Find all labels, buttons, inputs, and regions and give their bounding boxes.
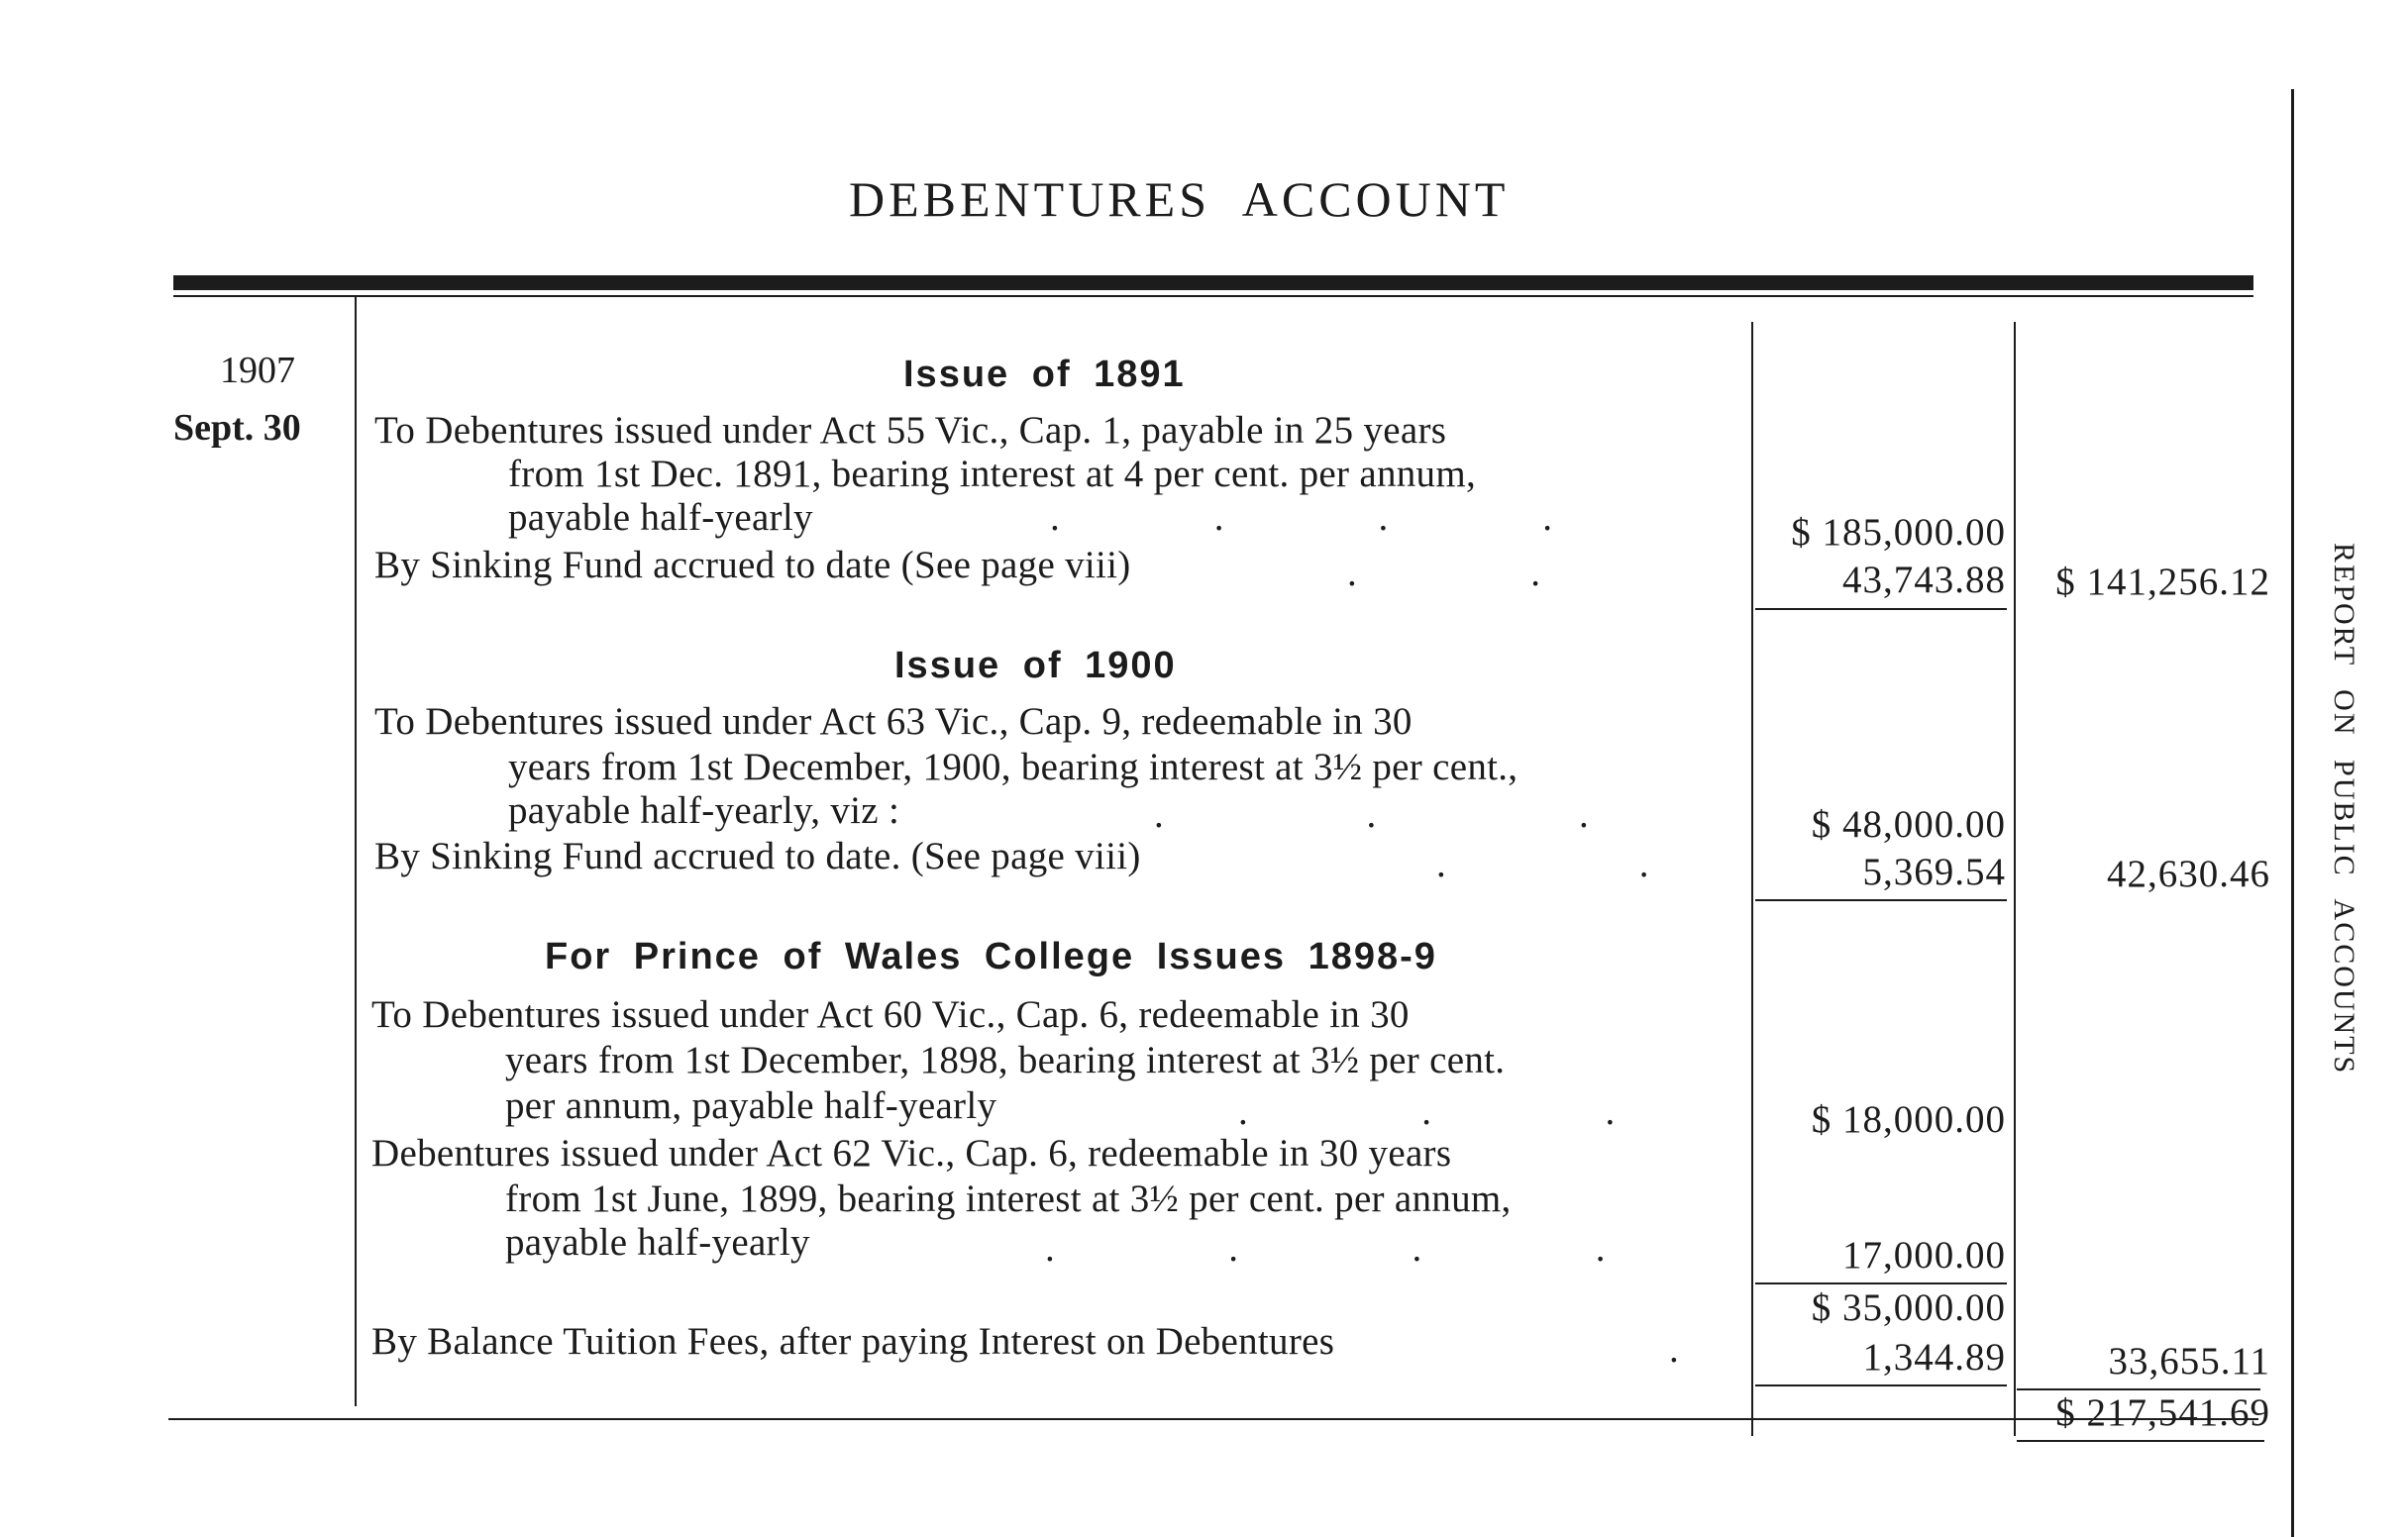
sum-rule [1755, 608, 2007, 610]
bottom-rule [168, 1418, 2258, 1420]
date-day: Sept. 30 [173, 407, 301, 449]
net-amount: 42,630.46 [2107, 853, 2270, 895]
leader-dots: . . . [1154, 793, 1589, 836]
amount-sinking-fund: 5,369.54 [1862, 851, 2006, 893]
date-column-rule [355, 297, 357, 1406]
entry-line: By Sinking Fund accrued to date. (See page viii) [374, 835, 1141, 877]
entry-line: payable half-yearly [508, 496, 813, 539]
amount-column-rule [1751, 322, 1753, 1436]
sum-rule [1755, 1282, 2007, 1284]
top-rule-thin [173, 295, 2253, 297]
grand-total: $ 217,541.69 [2055, 1391, 2270, 1434]
entry-line: years from 1st December, 1898, bearing interest at 3½ per cent. [505, 1039, 1506, 1081]
amount-second-issue: 17,000.00 [1842, 1234, 2006, 1277]
entry-line: To Debentures issued under Act 63 Vic., Cap. 9, redeemable in 30 [374, 700, 1413, 743]
date-year: 1907 [220, 350, 295, 391]
amount-first-issue: $ 18,000.00 [1811, 1098, 2006, 1141]
entry-line: Debentures issued under Act 62 Vic., Cap. 6, redeemable in 30 years [371, 1132, 1452, 1175]
leader-dots: . . . . [1045, 1227, 1606, 1270]
net-amount: $ 141,256.12 [2055, 561, 2270, 603]
leader-dots: . . [1347, 552, 1540, 594]
subtotal-amount: $ 35,000.00 [1811, 1286, 2006, 1329]
entry-line: from 1st Dec. 1891, bearing interest at 4 per cent. per annum, [508, 453, 1477, 495]
page-title: DEBENTURES ACCOUNT [849, 171, 1510, 227]
section-heading-prince-of-wales: For Prince of Wales College Issues 1898-9 [545, 936, 1437, 977]
entry-line: By Balance Tuition Fees, after paying Interest on Debentures [371, 1320, 1335, 1363]
amount-sinking-fund: 43,743.88 [1842, 559, 2006, 601]
entry-line: from 1st June, 1899, bearing interest at 3½ per cent. per annum, [505, 1178, 1512, 1220]
leader-dots: . . . . [1050, 496, 1552, 539]
amount-debentures: $ 185,000.00 [1791, 511, 2006, 554]
sum-rule [1755, 1384, 2007, 1386]
entry-line: payable half-yearly [505, 1221, 810, 1264]
total-double-rule [2017, 1440, 2264, 1442]
entry-line: per annum, payable half-yearly [505, 1084, 997, 1127]
entry-line: years from 1st December, 1900, bearing interest at 3½ per cent., [508, 746, 1518, 788]
amount-tuition-fees: 1,344.89 [1862, 1336, 2006, 1379]
leader-dots: . . . [1238, 1090, 1616, 1133]
side-header: REPORT ON PUBLIC ACCOUNTS [2328, 543, 2360, 1076]
leader-dots: . . [1436, 843, 1649, 885]
entry-line: To Debentures issued under Act 55 Vic., Cap. 1, payable in 25 years [374, 409, 1447, 452]
entry-line: To Debentures issued under Act 60 Vic., Cap. 6, redeemable in 30 [371, 993, 1410, 1036]
leader-dots: . [1669, 1328, 1679, 1371]
amount-debentures: $ 48,000.00 [1811, 803, 2006, 846]
page-edge-rule [2291, 89, 2294, 1537]
section-heading-1891: Issue of 1891 [903, 354, 1186, 395]
entry-line: By Sinking Fund accrued to date (See page viii) [374, 544, 1131, 586]
top-rule [173, 275, 2253, 290]
entry-line: payable half-yearly, viz : [508, 789, 900, 832]
total-column-rule [2014, 322, 2016, 1436]
net-amount: 33,655.11 [2108, 1340, 2270, 1383]
section-heading-1900: Issue of 1900 [894, 645, 1177, 686]
sum-rule [1755, 899, 2007, 901]
